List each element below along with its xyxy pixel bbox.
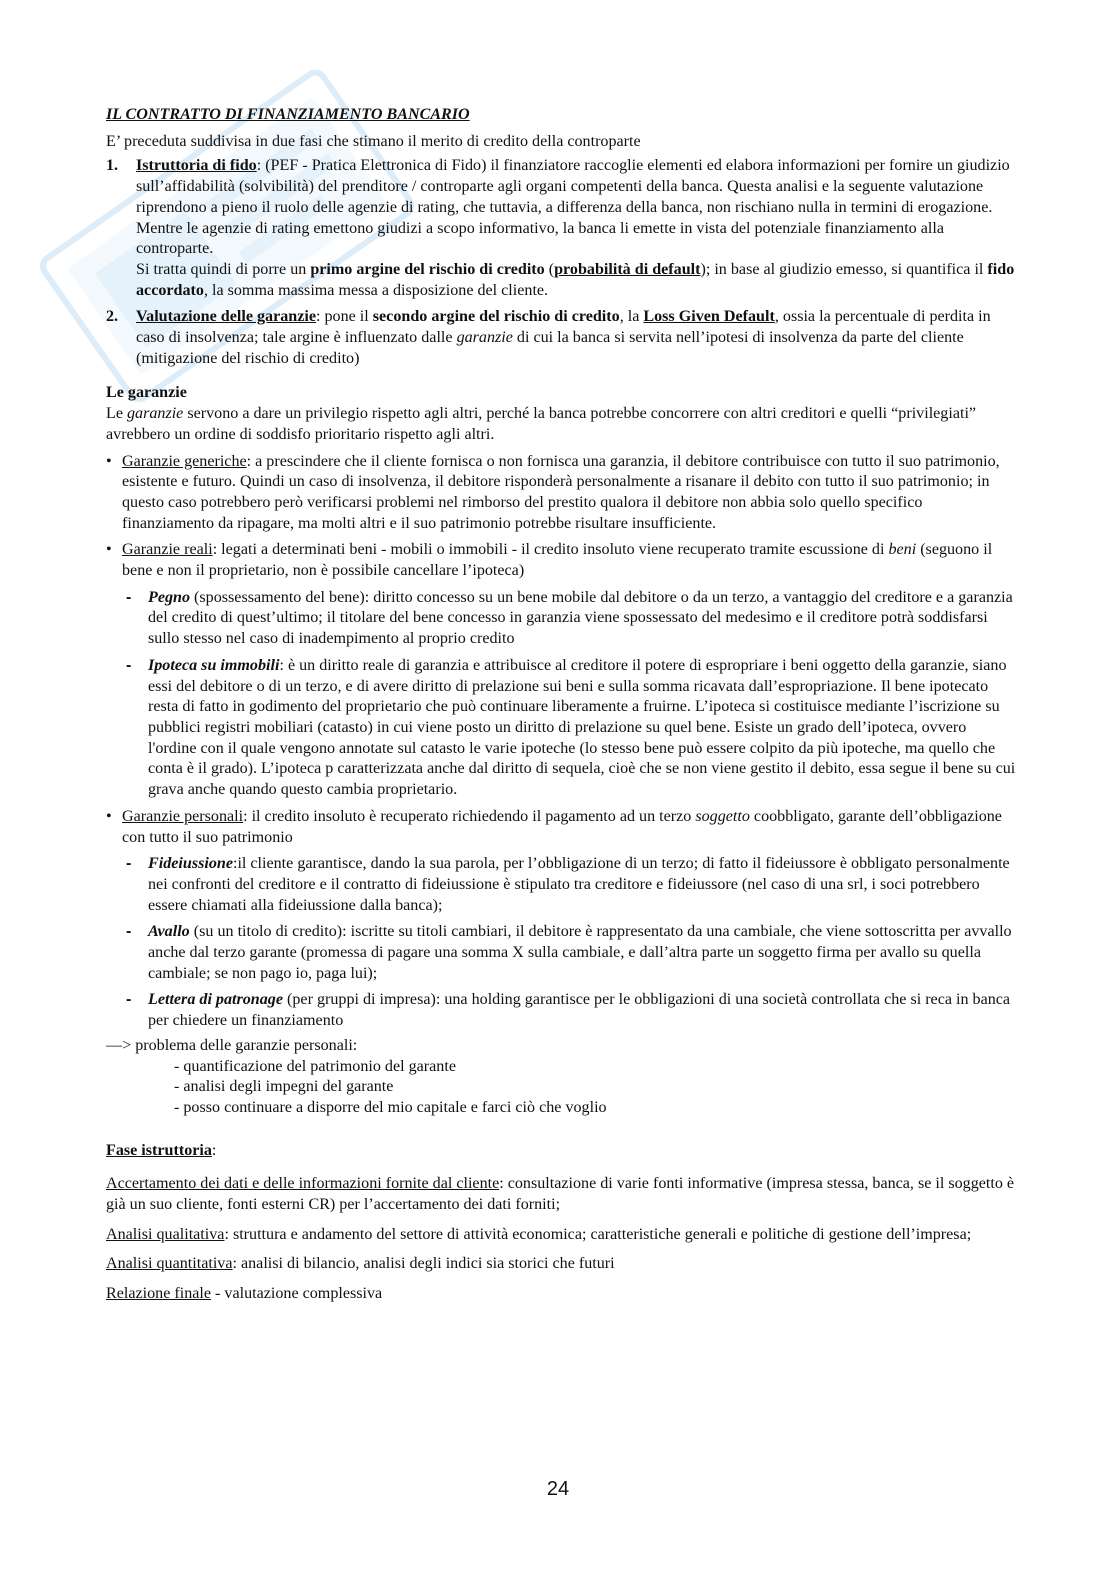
section-heading-fase: Fase istruttoria: xyxy=(106,1141,217,1159)
list-item: - posso continuare a disporre del mio capitale e farci ciò che voglio xyxy=(174,1098,607,1116)
intro-text: E’ preceduta suddivisa in due fasi che stimano il merito di credito della controparte xyxy=(106,132,641,150)
list-number: 1. xyxy=(106,157,119,175)
list-number: 2. xyxy=(106,308,119,326)
dash-item-fideiussione: - Fideiussione:il cliente garantisce, dando la sua parola, per l’obbligazione di un terzo; di fatto il fideiussore è obbligato personalmente nei confronti del creditore e il contratto di fideiussione è stipulato tra creditore e fideiussore (nel caso di una srl, i soci potrebbero essere chiamati alla fideiussione dalla banca); xyxy=(126,854,1010,914)
istruttoria-label: Istruttoria di fido xyxy=(136,157,257,175)
dash-icon: - xyxy=(126,922,132,941)
list-item: - analisi degli impegni del garante xyxy=(174,1078,394,1096)
dash-item-avallo: - Avallo (su un titolo di credito): iscritte su titoli cambiari, il debitore è rappresentato da una cambiale, che viene sottoscritta per avvallo anche dal terzo garante (promessa di pagare una somma X sulla cambiale, e dall’altra parte un soggetto firma per avallo su quella cambiale; se non pago io, paga lui); xyxy=(126,922,1012,982)
valutazione-label: Valutazione delle garanzie xyxy=(136,308,316,326)
fase-accertamento: Accertamento dei dati e delle informazioni fornite dal cliente: consultazione di varie fonti informative (impresa stessa, banca, se il soggetto è già un suo cliente, fonti esterni CR) per l’accertamento dei dati forniti; xyxy=(106,1175,1015,1214)
bullet-icon: • xyxy=(106,807,112,825)
bullet-garanzie-personali: • Garanzie personali: il credito insoluto è recuperato richiedendo il pagamento ad un terzo soggetto coobbligato, garante dell’obbligazione con tutto il suo patrimonio xyxy=(106,807,1002,846)
numbered-item-istruttoria: 1. Istruttoria di fido: (PEF - Pratica Elettronica di Fido) il finanziatore raccoglie elementi ed elabora informazioni per fornire un giudizio sull’affidabilità (solvibilità) del prenditore / controparte agli organi competenti della banca. Questa analisi e la seguente valutazione riprendono a pieno il ruolo delle agenzie di rating, che tuttavia, a differenza della banca, non rischiano nulla in termini di erogazione. Mentre le agenzie di rating emettono giudizi a scopo informativo, la banca li emette in vista del potenziale finanziamento alla controparte. Si tratta quindi di porre un primo argine del rischio di credito (probabilità di default); in base al giudizio emesso, si quantifica il fido accordato, la somma massima messa a disposizione del cliente. xyxy=(106,157,1015,299)
fase-analisi-quantitativa: Analisi quantitativa: analisi di bilancio, analisi degli indici sia storici che futuri xyxy=(106,1255,615,1273)
dash-icon: - xyxy=(126,854,132,873)
numbered-item-valutazione: 2. Valutazione delle garanzie: pone il secondo argine del rischio di credito, la Loss Given Default, ossia la percentuale di perdita in caso di insolvenza; tale argine è influenzato dalle garanzie di cui la banca si servita nell’ipotesi di insolvenza da parte del cliente (mitigazione del rischio di credito) xyxy=(106,308,991,367)
bullet-garanzie-generiche: • Garanzie generiche: a prescindere che il cliente fornisca o non fornisca una garanzia, il debitore contribuisce con tutto il suo patrimonio, esistente e futuro. Quindi un caso di insolvenza, il debitore risponderà personalmente a risanare il debito con tutto il suo patrimonio; in questo caso potrebbero però verificarsi problemi nel rimborso del prestito qualora il debitore non abbia solo quello specifico finanziamento da ripagare, ma molti altri e il suo patrimonio potrebbe risultare insufficiente. xyxy=(106,452,1000,532)
dash-icon: - xyxy=(126,655,132,674)
bullet-icon: • xyxy=(106,452,112,470)
fase-analisi-qualitativa: Analisi qualitativa: struttura e andamento del settore di attività economica; caratteristiche generali e politiche di gestione dell’impresa; xyxy=(106,1225,972,1243)
dash-item-pegno: - Pegno (spossessamento del bene): diritto concesso su un bene mobile dal debitore o da un terzo, a vantaggio del creditore e a garanzia del credito di quest’ultimo; il titolare del bene concesso in garanzia viene spossessato del medesimo e il creditore potrà soddisfarsi sullo stesso nel caso di inadempimento al proprio credito xyxy=(126,587,1013,648)
dash-icon: - xyxy=(126,587,132,606)
bullet-icon: • xyxy=(106,541,112,559)
document-body xyxy=(106,105,1016,1305)
page-number: 24 xyxy=(546,1478,570,1500)
section-heading-garanzie: Le garanzie xyxy=(106,384,187,402)
document-title: IL CONTRATTO DI FINANZIAMENTO BANCARIO xyxy=(106,106,470,123)
problema-list xyxy=(106,1057,1016,1119)
dash-item-lettera: - Lettera di patronage (per gruppi di impresa): una holding garantisce per le obbligazioni di una società controllata che si reca in banca per chiedere un finanziamento xyxy=(126,990,1011,1030)
list-item: - quantificazione del patrimonio del garante xyxy=(174,1057,456,1075)
fase-relazione-finale: Relazione finale - valutazione complessiva xyxy=(106,1285,383,1303)
dash-item-ipoteca: - Ipoteca su immobili: è un diritto reale di garanzia e attribuisce al creditore il potere di espropriare i beni oggetto della garanzie, siano essi del debitore o di un terzo, e di avere diritto di prelazione sui beni e sulla somma ricavata dall’espropriazione. Il bene ipotecato resta di fatto in godimento del proprietario che può continuare liberamente a fruirne. L’ipoteca si costituisce mediante l’iscrizione su pubblici registri mobiliari (catasto) in cui viene posto un diritto di prelazione su quel bene. Esiste un grado dell’ipoteca, ovvero l'ordine con il quale vengono annotate sul catasto le varie ipoteche (lo stesso bene può essere colpito da più ipoteche, ma quello che conta è il grado). L’ipoteca p caratterizzata anche dal diritto di sequela, cioè che se non viene gestito il debito, essa segue il bene su cui grava anche quando questo cambia proprietario. xyxy=(126,655,1016,799)
bullet-garanzie-reali: • Garanzie reali: legati a determinati beni - mobili o immobili - il credito insoluto viene recuperato tramite escussione di beni (seguono il bene e non il proprietario, non è possibile cancellare l’ipoteca) xyxy=(106,541,993,580)
problema-heading: —> problema delle garanzie personali: xyxy=(106,1036,358,1054)
dash-icon: - xyxy=(126,990,132,1009)
garanzie-intro: Le garanzie servono a dare un privilegio rispetto agli altri, perché la banca potrebbe concorrere con altri creditori e quelli “privilegiati” avrebbero un ordine di soddisfo prioritario rispetto agli altri. xyxy=(106,405,977,443)
